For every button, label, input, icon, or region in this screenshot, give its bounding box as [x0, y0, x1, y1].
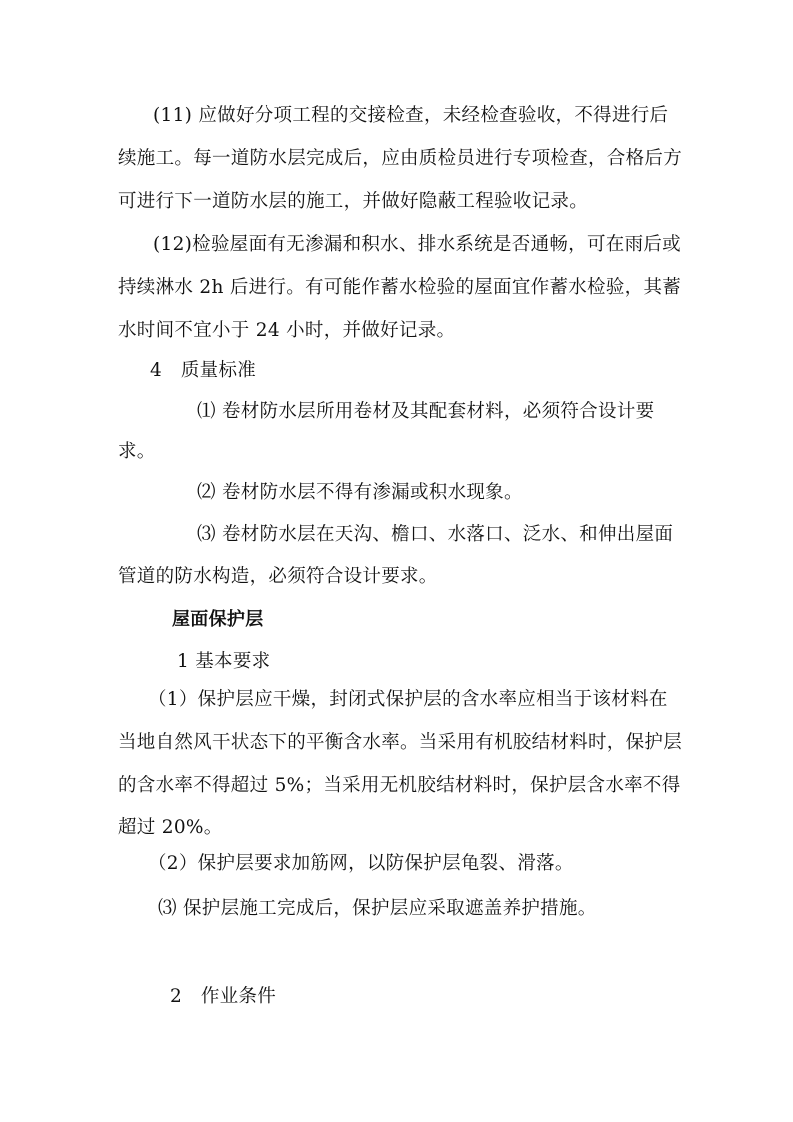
text-line: （1）保护层应干燥，封闭式保护层的含水率应相当于该材料在 — [148, 689, 668, 710]
text-line: ⑵ 卷材防水层不得有渗漏或积水现象。 — [197, 482, 523, 503]
text-line: 持续淋水 2h 后进行。有可能作蓄水检验的屋面宜作蓄水检验，其蓄 — [118, 277, 682, 298]
text-line: (12)检验屋面有无渗漏和积水、排水系统是否通畅，可在雨后或 — [153, 234, 681, 255]
text-line: 当地自然风干状态下的平衡含水率。当采用有机胶结材料时，保护层 — [118, 732, 683, 753]
text-line: 求。 — [118, 441, 156, 462]
text-line: ⑶ 保护层施工完成后，保护层应采取遮盖养护措施。 — [158, 898, 597, 919]
text-line: ⑴ 卷材防水层所用卷材及其配套材料，必须符合设计要 — [197, 401, 655, 422]
text-line: 管道的防水构造，必须符合设计要求。 — [118, 566, 438, 587]
text-line: （2）保护层要求加筋网，以防保护层龟裂、滑落。 — [148, 853, 574, 874]
text-line: 超过 20%。 — [118, 817, 223, 838]
text-line: ⑶ 卷材防水层在天沟、檐口、水落口、泛水、和伸出屋面 — [197, 524, 674, 545]
text-line: (11) 应做好分项工程的交接检查，未经检查验收，不得进行后 — [153, 105, 669, 126]
section-heading: 2 作业条件 — [170, 986, 277, 1007]
section-heading: 4 质量标准 — [150, 360, 257, 381]
text-line: 的含水率不得超过 5%；当采用无机胶结材料时，保护层含水率不得 — [118, 775, 681, 796]
section-heading: 1 基本要求 — [177, 651, 271, 672]
text-line: 可进行下一道防水层的施工，并做好隐蔽工程验收记录。 — [118, 191, 589, 212]
subsection-title: 屋面保护层 — [172, 609, 264, 630]
text-line: 水时间不宜小于 24 小时，并做好记录。 — [118, 320, 456, 341]
text-line: 续施工。每一道防水层完成后，应由质检员进行专项检查，合格后方 — [118, 148, 683, 169]
